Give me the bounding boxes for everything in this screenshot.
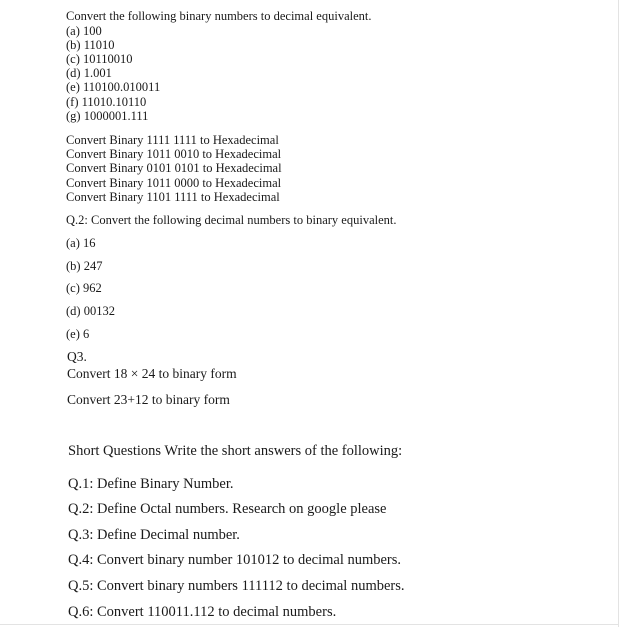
list-item: (g) 1000001.111 [66,109,149,123]
section3-heading: Q.2: Convert the following decimal numbers to binary equivalent. [66,213,397,227]
list-item: Q.2: Define Octal numbers. Research on google please [68,501,387,517]
page-border-bottom [0,624,619,625]
list-item: Q.4: Convert binary number 101012 to decimal numbers. [68,552,402,568]
section5-heading: Short Questions Write the short answers of the following: [68,443,403,459]
list-item: (e) 6 [66,327,90,341]
list-item: (e) 110100.010011 [66,80,161,94]
list-item: (f) 11010.10110 [66,95,147,109]
section1-heading: Convert the following binary numbers to decimal equivalent. [66,9,372,23]
list-item: Convert 18 × 24 to binary form [67,366,237,381]
list-item: (c) 962 [66,281,102,295]
list-item: (b) 11010 [66,38,115,52]
list-item: Convert Binary 0101 0101 to Hexadecimal [66,161,282,175]
list-item: Convert Binary 1011 0010 to Hexadecimal [66,147,282,161]
page-border-right [618,0,619,627]
list-item: (a) 16 [66,236,96,250]
list-item: (d) 1.001 [66,66,112,80]
section4-label: Q3. [67,349,87,364]
list-item: Convert 23+12 to binary form [67,392,230,407]
list-item: Q.6: Convert 110011.112 to decimal numbers. [68,604,337,620]
list-item: Convert Binary 1101 1111 to Hexadecimal [66,190,280,204]
list-item: (b) 247 [66,259,103,273]
list-item: Convert Binary 1011 0000 to Hexadecimal [66,176,282,190]
list-item: (d) 00132 [66,304,115,318]
list-item: Q.3: Define Decimal number. [68,527,240,543]
list-item: (a) 100 [66,24,102,38]
list-item: Convert Binary 1111 1111 to Hexadecimal [66,133,279,147]
list-item: Q.1: Define Binary Number. [68,476,234,492]
list-item: Q.5: Convert binary numbers 111112 to decimal numbers. [68,578,405,594]
list-item: (c) 10110010 [66,52,133,66]
